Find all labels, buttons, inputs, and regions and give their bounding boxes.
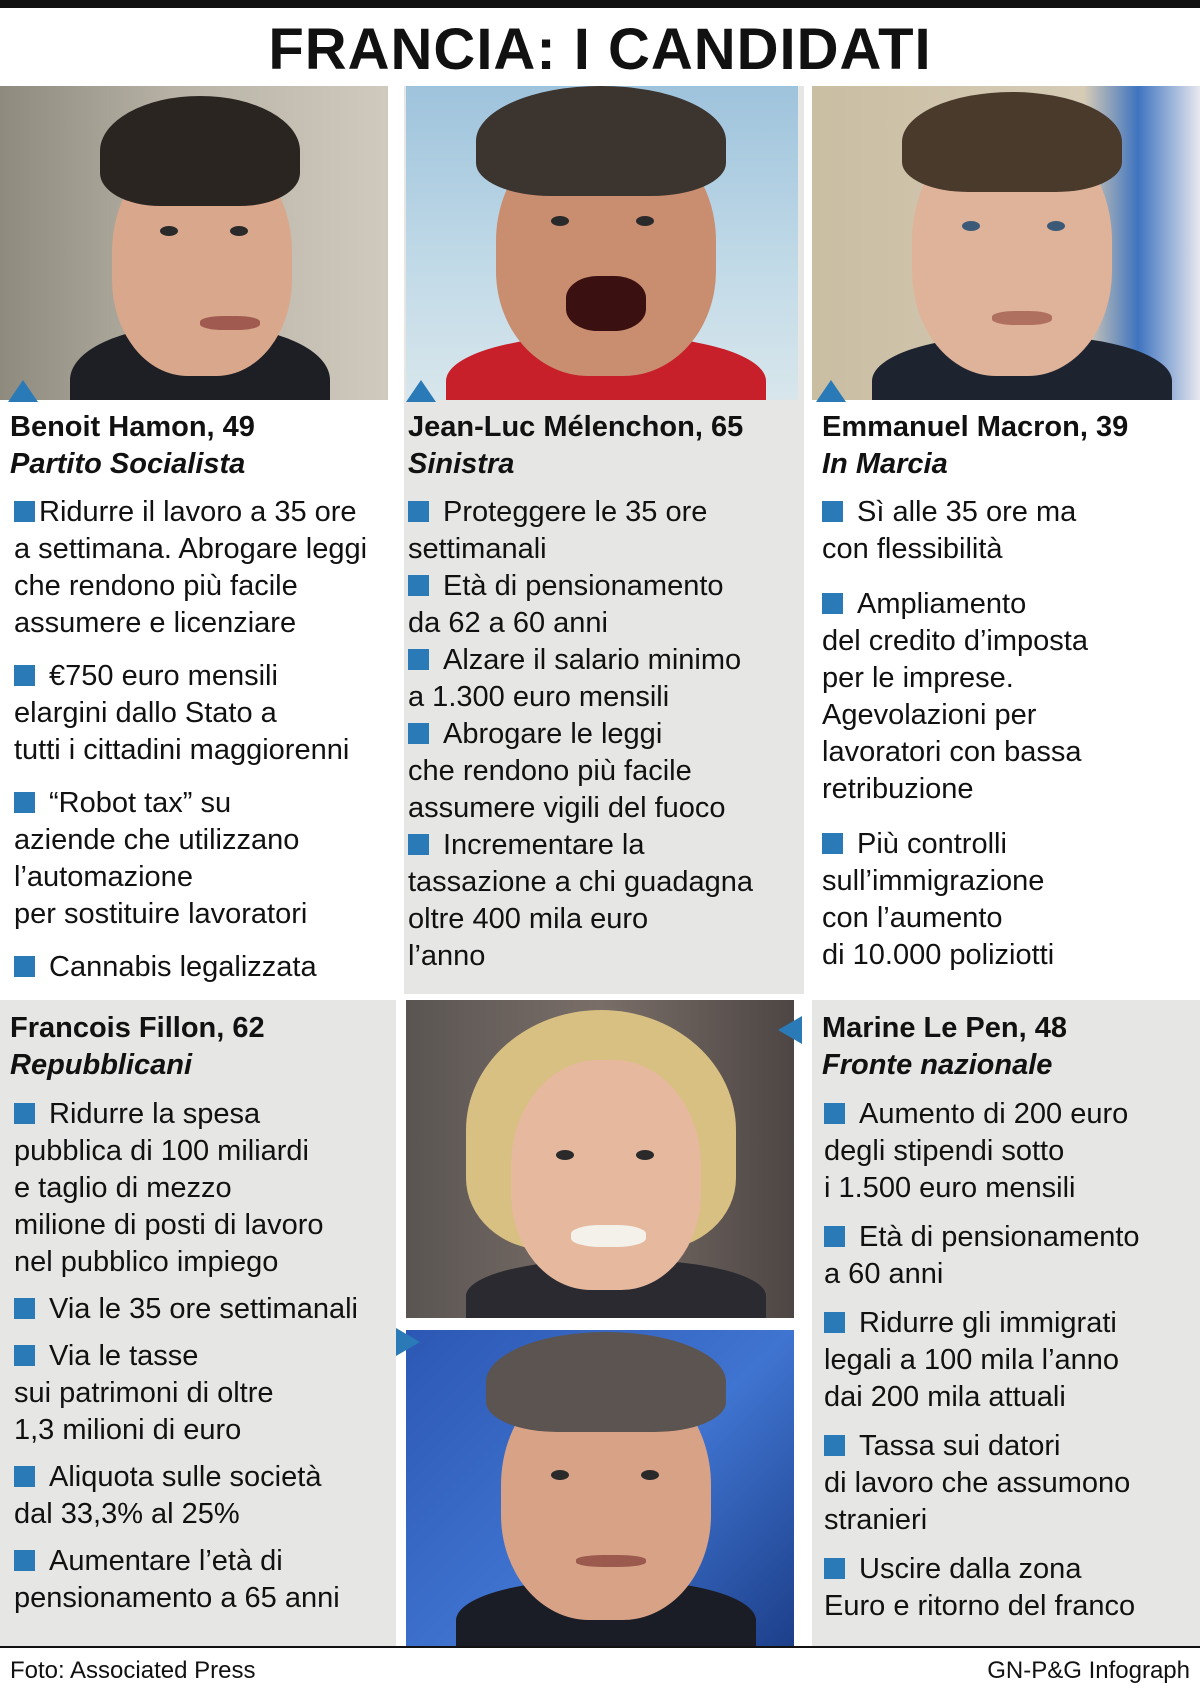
policy-item: Proteggere le 35 ore settimanali — [408, 496, 708, 565]
panel-fillon — [0, 1000, 396, 1646]
top-rule — [0, 0, 1200, 8]
photo-credit: Foto: Associated Press — [10, 1657, 256, 1684]
candidate-name: Jean-Luc Mélenchon, 65 — [408, 411, 744, 443]
photo-melenchon — [406, 86, 798, 400]
policy-list — [14, 494, 394, 986]
candidate-name: Emmanuel Macron, 39 — [822, 411, 1129, 443]
pointer-triangle — [778, 1016, 802, 1044]
candidate-party: In Marcia — [822, 448, 948, 480]
photo-hamon — [0, 86, 388, 400]
policy-item: Incrementare la tassazione a chi guadagna oltre 400 mila euro l’anno — [408, 829, 754, 972]
pointer-triangle — [8, 380, 38, 402]
policy-item: Sì alle 35 ore ma con flessibilità — [822, 496, 1077, 565]
policy-item: Tassa sui datori di lavoro che assumono stranieri — [824, 1430, 1131, 1536]
candidate-name: Benoit Hamon, 49 — [10, 411, 255, 443]
policy-item: Abrogare le leggi che rendono più facile assumere vigili del fuoco — [408, 718, 726, 824]
photo-le-pen — [406, 1000, 794, 1318]
candidate-party: Sinistra — [408, 448, 515, 480]
photo-macron — [812, 86, 1200, 400]
footer — [0, 1646, 1200, 1694]
policy-item: Via le 35 ore settimanali — [14, 1291, 396, 1328]
panel-melenchon — [404, 86, 804, 994]
policy-item: Aliquota sulle società dal 33,3% al 25% — [14, 1461, 322, 1530]
policy-item: Età di pensionamento da 62 a 60 anni — [408, 570, 724, 639]
pointer-triangle — [816, 380, 846, 402]
candidate-name: Marine Le Pen, 48 — [822, 1012, 1067, 1044]
pointer-triangle — [396, 1328, 420, 1356]
candidate-name: Francois Fillon, 62 — [10, 1012, 265, 1044]
panel-macron — [812, 86, 1200, 994]
pointer-triangle — [406, 380, 436, 402]
photo-fillon — [406, 1330, 794, 1646]
policy-item: Via le tasse sui patrimoni di oltre 1,3 milioni di euro — [14, 1340, 274, 1446]
policy-item: Ridurre il lavoro a 35 ore a settimana. Abrogare leggi che rendono più facile assumere e licenziare — [14, 496, 368, 639]
policy-item: Ampliamento del credito d’imposta per le imprese. Agevolazioni per lavoratori con bassa retribuzione — [822, 588, 1088, 805]
policy-item: Ridurre gli immigrati legali a 100 mila l’anno dai 200 mila attuali — [824, 1307, 1120, 1413]
policy-item: Aumentare l’età di pensionamento a 65 anni — [14, 1545, 340, 1614]
candidate-party: Partito Socialista — [10, 448, 246, 480]
candidate-party: Fronte nazionale — [822, 1049, 1053, 1081]
policy-list — [408, 494, 804, 975]
policy-item: Età di pensionamento a 60 anni — [824, 1221, 1140, 1290]
policy-item: Aumento di 200 euro degli stipendi sotto i 1.500 euro mensili — [824, 1098, 1129, 1204]
policy-item: €750 euro mensili elargini dallo Stato a tutti i cittadini maggiorenni — [14, 660, 350, 766]
policy-item: Ridurre la spesa pubblica di 100 miliardi e taglio di mezzo milione di posti di lavoro nel pubblico impiego — [14, 1098, 324, 1278]
policy-item: “Robot tax” su aziende che utilizzano l’automazione per sostituire lavoratori — [14, 787, 308, 930]
policy-item: Cannabis legalizzata — [14, 949, 394, 986]
policy-item: Alzare il salario minimo a 1.300 euro mensili — [408, 644, 742, 713]
policy-item: Uscire dalla zona Euro e ritorno del franco — [824, 1553, 1136, 1622]
panel-le-pen — [812, 1000, 1200, 1646]
policy-item: Più controlli sull’immigrazione con l’aumento di 10.000 poliziotti — [822, 828, 1055, 971]
policy-list — [822, 494, 1200, 974]
policy-list — [824, 1096, 1200, 1625]
candidate-party: Repubblicani — [10, 1049, 193, 1081]
panel-hamon — [0, 86, 396, 994]
source-credit: GN-P&G Infograph — [987, 1657, 1190, 1684]
policy-list — [14, 1096, 396, 1617]
page-title: FRANCIA: I CANDIDATI — [268, 17, 932, 82]
